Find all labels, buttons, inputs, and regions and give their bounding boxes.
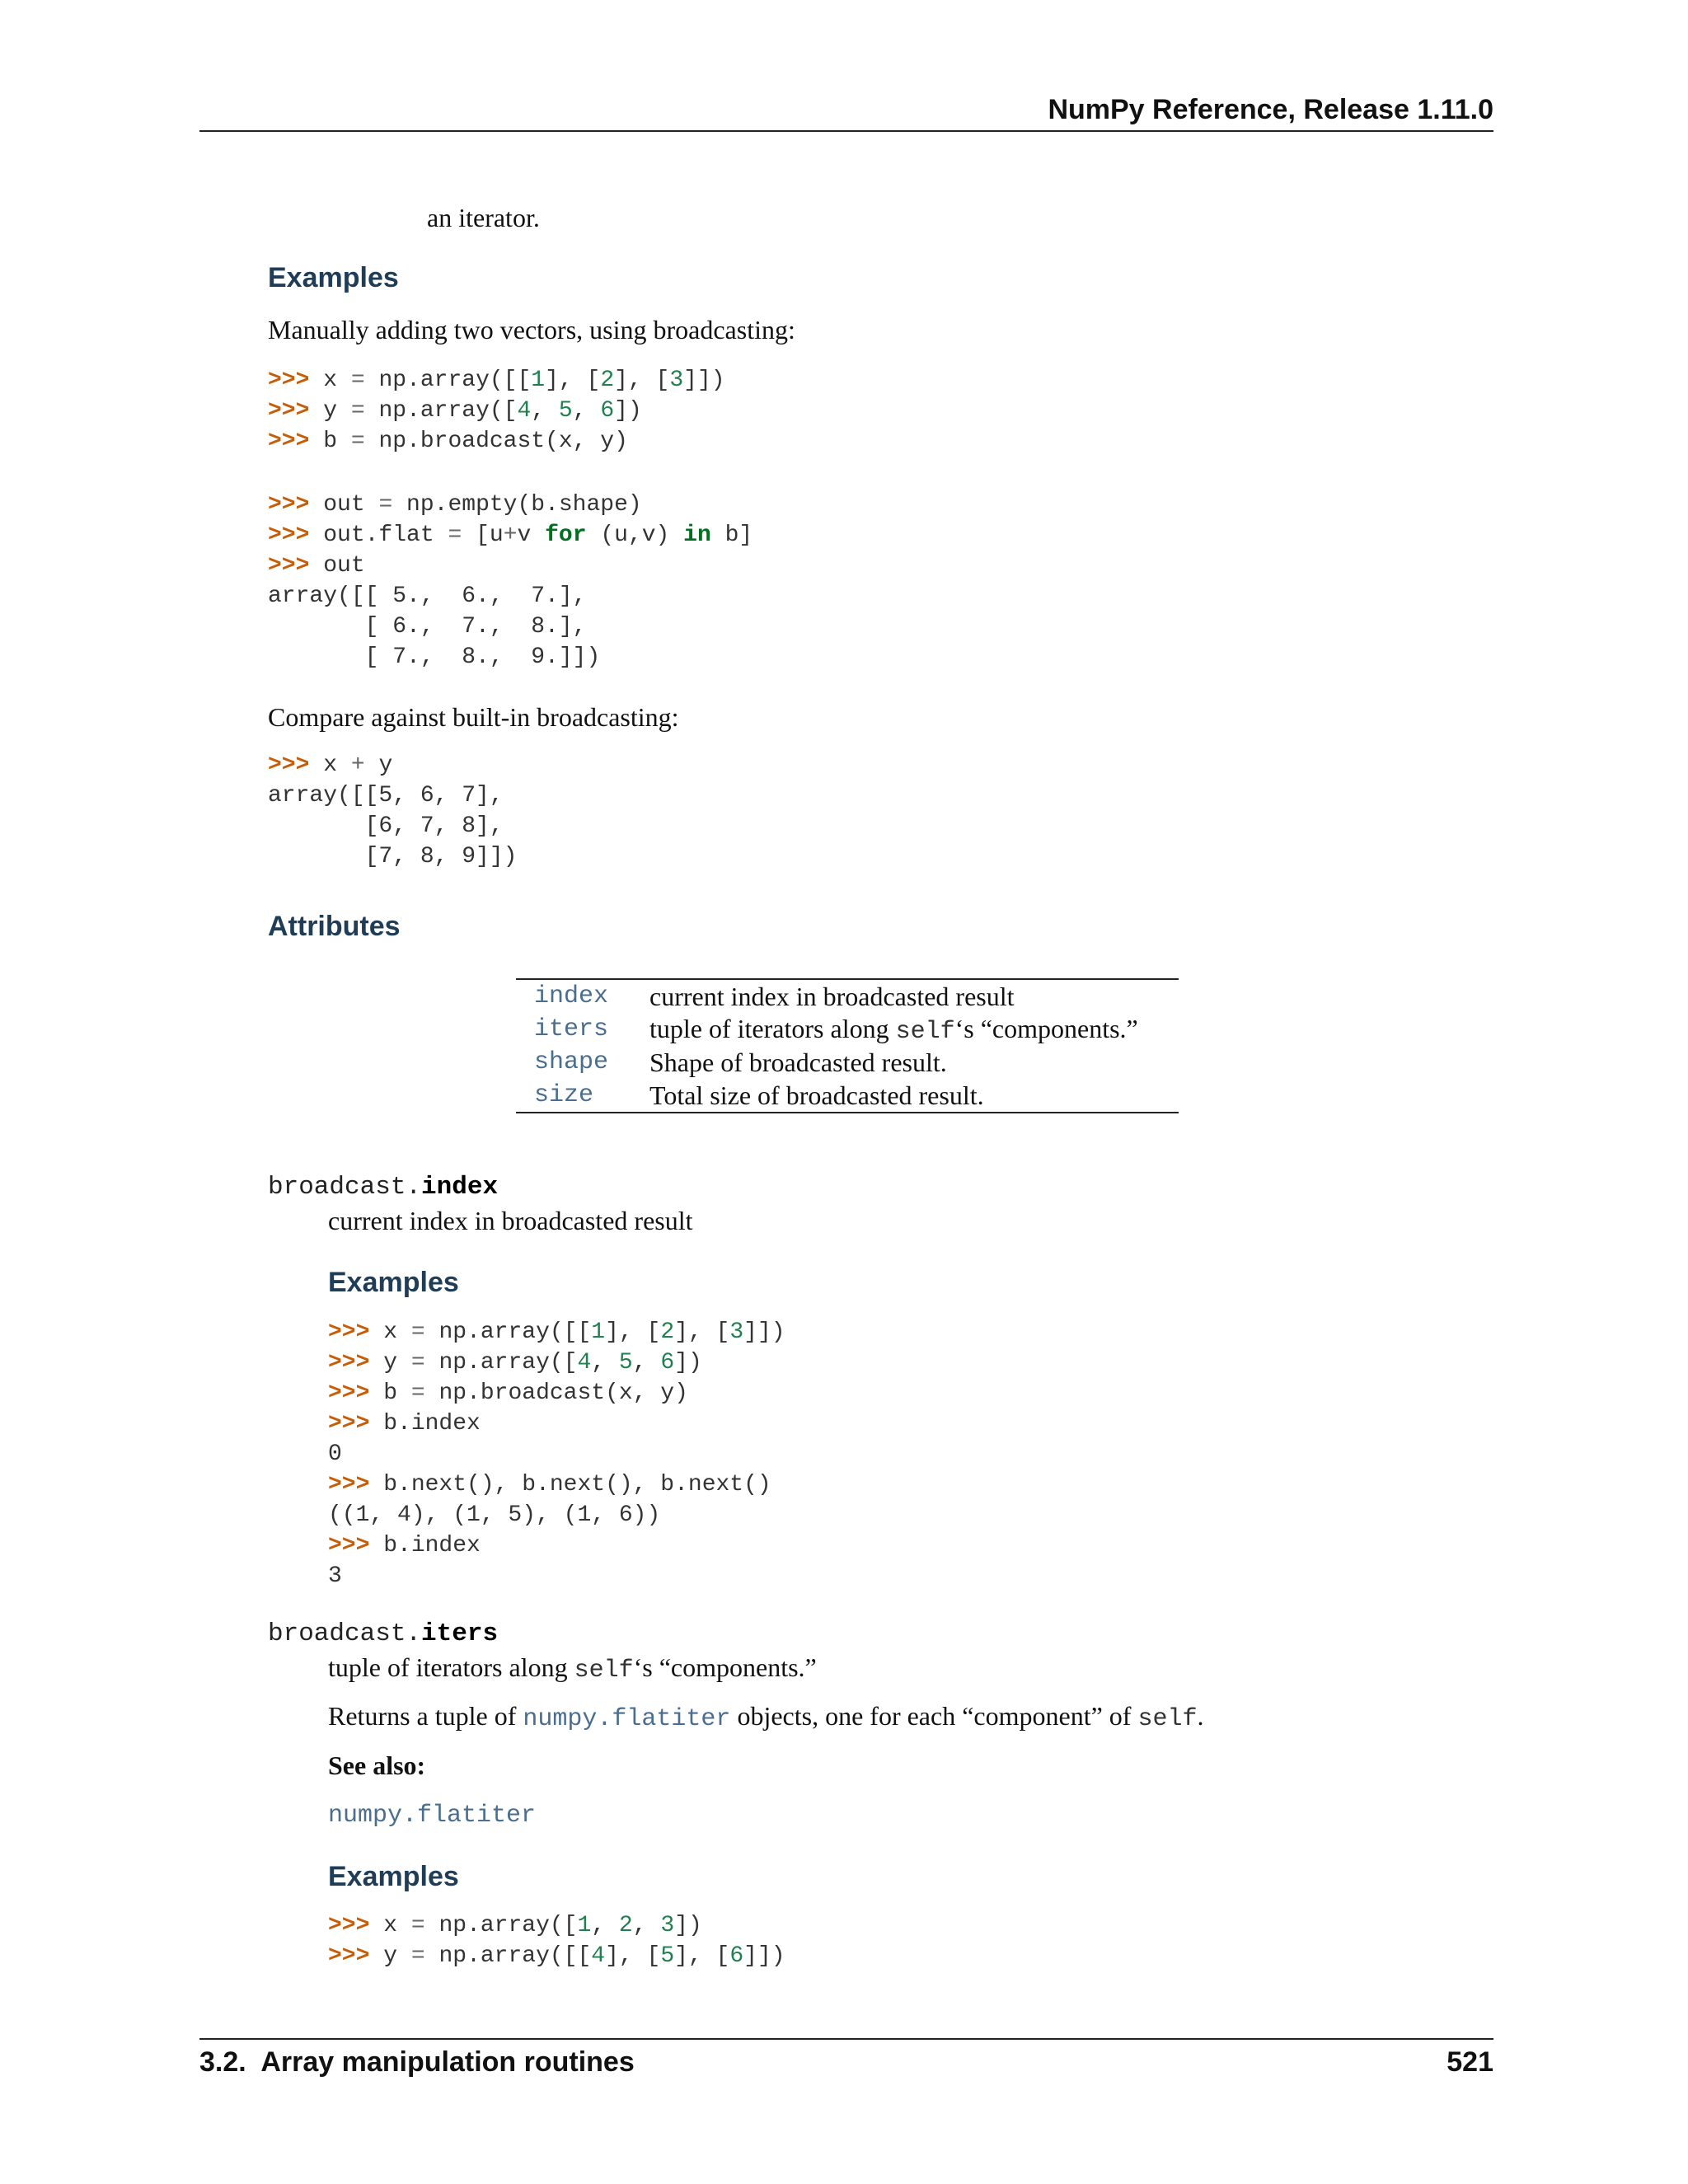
code-token: [u: [462, 523, 504, 548]
attr-shape-link[interactable]: shape: [534, 1048, 609, 1076]
code-token: 0: [328, 1441, 342, 1467]
operator-token: =: [410, 1943, 425, 1969]
sig-name: index: [421, 1173, 499, 1202]
code-token: ,: [632, 1913, 661, 1938]
prompt-token: >>>: [328, 1350, 370, 1376]
attr-iters-desc-pre: tuple of iterators along: [649, 1013, 896, 1043]
prompt-token: >>>: [328, 1913, 370, 1938]
code-block-broadcast-setup: [268, 365, 725, 457]
code-token: np.array([[: [424, 1319, 592, 1345]
prompt-token: >>>: [268, 523, 310, 548]
operator-token: +: [350, 752, 365, 778]
operator-token: =: [350, 429, 365, 454]
code-line: [268, 581, 753, 612]
see-also-flatiter-link[interactable]: numpy.flatiter: [328, 1802, 537, 1830]
attr-iters-link[interactable]: iters: [534, 1015, 609, 1043]
numpy-flatiter-link[interactable]: numpy.flatiter: [523, 1705, 731, 1733]
code-token: y: [309, 398, 351, 424]
table-row: [516, 1079, 1179, 1113]
code-token: ]): [614, 398, 642, 424]
code-token: ], [: [545, 368, 601, 393]
number-token: 1: [577, 1913, 592, 1938]
prompt-token: >>>: [268, 398, 310, 424]
code-line: [268, 365, 725, 396]
code-block-builtin-add: [268, 750, 517, 872]
code-token: y: [369, 1350, 411, 1376]
code-token: np.array([[: [424, 1943, 592, 1969]
operator-token: =: [448, 523, 462, 548]
attr-iters-desc-post: ‘s “components.”: [954, 1013, 1138, 1043]
examples-heading: Examples: [268, 262, 399, 293]
code-token: ], [: [674, 1943, 730, 1969]
code-token: np.array([: [364, 398, 518, 424]
number-token: 1: [591, 1319, 606, 1345]
prompt-token: >>>: [268, 492, 310, 518]
code-token: np.broadcast(x, y): [424, 1380, 688, 1406]
code-token: out: [309, 553, 365, 579]
code-token: (u,v): [586, 523, 684, 548]
number-token: 5: [618, 1350, 633, 1376]
code-token: np.broadcast(x, y): [364, 429, 628, 454]
code-line: [268, 780, 517, 811]
table-row: [516, 1046, 1179, 1079]
code-token: b: [369, 1380, 411, 1406]
attr-iters-desc: [649, 1013, 1179, 1046]
prompt-token: >>>: [328, 1533, 370, 1558]
code-line: [268, 520, 753, 551]
number-token: 3: [660, 1913, 675, 1938]
code-token: y: [364, 752, 393, 778]
prompt-token: >>>: [268, 553, 310, 579]
code-line: [268, 841, 517, 872]
broadcast-iters-description: [328, 1651, 817, 1687]
code-token: array([[ 5., 6., 7.],: [268, 583, 587, 609]
code-token: x: [309, 752, 351, 778]
operator-token: =: [410, 1380, 425, 1406]
code-token: np.array([[: [364, 368, 532, 393]
number-token: 4: [577, 1350, 592, 1376]
see-also-label: See also:: [328, 1750, 426, 1780]
code-token: x: [369, 1913, 411, 1938]
iters-desc-post: ‘s “components.”: [633, 1652, 817, 1682]
code-token: out: [309, 492, 379, 518]
running-footer: [199, 2044, 1493, 2080]
code-line: [268, 396, 725, 426]
code-token: b.index: [369, 1411, 481, 1436]
code-token: [7, 8, 9]]): [268, 844, 518, 869]
code-line: [268, 811, 517, 841]
code-line: [328, 1561, 785, 1591]
operator-token: =: [350, 398, 365, 424]
code-block-index-example: [328, 1317, 785, 1591]
index-examples-heading: Examples: [328, 1267, 459, 1298]
code-token: v: [517, 523, 546, 548]
table-row: [516, 979, 1179, 1013]
code-token: [6, 7, 8],: [268, 813, 504, 839]
code-token: np.array([: [424, 1913, 578, 1938]
attributes-table: [516, 978, 1179, 1113]
operator-token: =: [378, 492, 393, 518]
code-token: [ 6., 7., 8.],: [268, 614, 587, 640]
prompt-token: >>>: [268, 368, 310, 393]
number-token: 5: [660, 1943, 675, 1969]
code-token: ]]): [683, 368, 725, 393]
code-token: ,: [632, 1350, 661, 1376]
code-line: [268, 642, 753, 673]
broadcast-index-signature: [268, 1171, 498, 1204]
attr-size-link[interactable]: size: [534, 1081, 594, 1109]
code-line: [268, 551, 753, 581]
code-line: [328, 1469, 785, 1500]
code-token: ], [: [614, 368, 670, 393]
iters-desc-pre: tuple of iterators along: [328, 1652, 574, 1682]
self-code: self: [1137, 1705, 1198, 1733]
code-line: [328, 1439, 785, 1469]
code-line: [268, 426, 725, 457]
footer-section-title: 3.2. Array manipulation routines: [199, 2046, 635, 2078]
keyword-token: for: [545, 523, 587, 548]
number-token: 6: [660, 1350, 675, 1376]
self-code: self: [574, 1657, 634, 1685]
attr-shape-desc: Shape of broadcasted result.: [649, 1047, 947, 1077]
code-block-iters-example: [328, 1910, 785, 1971]
number-token: 4: [591, 1943, 606, 1969]
self-code: self: [895, 1017, 955, 1046]
code-token: x: [309, 368, 351, 393]
broadcast-index-description: current index in broadcasted result: [328, 1206, 693, 1235]
number-token: 4: [517, 398, 532, 424]
table-row: [516, 1013, 1179, 1046]
intro-continuation: an iterator.: [427, 203, 540, 232]
attr-index-link[interactable]: index: [534, 982, 609, 1010]
code-line: [268, 612, 753, 642]
code-line: [268, 490, 753, 520]
prompt-token: >>>: [328, 1943, 370, 1969]
code-token: ((1, 4), (1, 5), (1, 6)): [328, 1502, 661, 1528]
operator-token: =: [410, 1319, 425, 1345]
code-token: ]]): [743, 1943, 785, 1969]
sig-name: iters: [421, 1619, 499, 1648]
prompt-token: >>>: [328, 1411, 370, 1436]
page-number: 521: [1447, 2046, 1493, 2078]
code-token: ,: [531, 398, 559, 424]
code-token: out.flat: [309, 523, 448, 548]
number-token: 3: [669, 368, 684, 393]
returns-post: .: [1197, 1701, 1204, 1731]
operator-token: =: [410, 1913, 425, 1938]
code-token: np.empty(b.shape): [392, 492, 642, 518]
code-token: ]]): [743, 1319, 785, 1345]
operator-token: =: [350, 368, 365, 393]
iters-examples-heading: Examples: [328, 1861, 459, 1892]
number-token: 3: [729, 1319, 744, 1345]
sig-prefix: broadcast.: [268, 1173, 422, 1202]
attr-index-desc: current index in broadcasted result: [649, 981, 1015, 1011]
running-header: NumPy Reference, Release 1.11.0: [1048, 94, 1493, 125]
code-token: ,: [591, 1350, 619, 1376]
code-line: [268, 750, 517, 780]
number-token: 6: [600, 398, 615, 424]
code-token: ,: [591, 1913, 619, 1938]
keyword-token: in: [683, 523, 711, 548]
prompt-token: >>>: [328, 1472, 370, 1497]
code-line: [328, 1408, 785, 1439]
prompt-token: >>>: [268, 752, 310, 778]
code-token: ,: [572, 398, 601, 424]
examples-intro: Manually adding two vectors, using broadcasting:: [268, 315, 795, 344]
prompt-token: >>>: [268, 429, 310, 454]
number-token: 5: [558, 398, 573, 424]
code-token: b.index: [369, 1533, 481, 1558]
broadcast-iters-signature: [268, 1618, 498, 1651]
compare-text: Compare against built-in broadcasting:: [268, 702, 679, 732]
code-token: ], [: [605, 1319, 661, 1345]
code-token: [ 7., 8., 9.]]): [268, 644, 601, 670]
code-token: b: [309, 429, 351, 454]
operator-token: =: [410, 1350, 425, 1376]
code-token: b.next(), b.next(), b.next(): [369, 1472, 771, 1497]
code-line: [328, 1910, 785, 1941]
number-token: 2: [618, 1913, 633, 1938]
code-token: ], [: [605, 1943, 661, 1969]
header-rule: [199, 130, 1493, 132]
code-token: ]): [674, 1913, 702, 1938]
code-token: 3: [328, 1563, 342, 1589]
returns-pre: Returns a tuple of: [328, 1701, 523, 1731]
operator-token: +: [503, 523, 518, 548]
code-line: [328, 1500, 785, 1530]
code-line: [328, 1941, 785, 1971]
footer-rule: [199, 2038, 1493, 2040]
prompt-token: >>>: [328, 1319, 370, 1345]
prompt-token: >>>: [328, 1380, 370, 1406]
code-line: [328, 1378, 785, 1408]
sig-prefix: broadcast.: [268, 1619, 422, 1648]
code-token: np.array([: [424, 1350, 578, 1376]
number-token: 6: [729, 1943, 744, 1969]
number-token: 2: [660, 1319, 675, 1345]
number-token: 2: [600, 368, 615, 393]
code-token: ], [: [674, 1319, 730, 1345]
returns-mid: objects, one for each “component” of: [730, 1701, 1138, 1731]
code-token: y: [369, 1943, 411, 1969]
attr-size-desc: Total size of broadcasted result.: [649, 1080, 984, 1110]
code-line: [328, 1530, 785, 1561]
number-token: 1: [531, 368, 546, 393]
code-line: [328, 1347, 785, 1378]
code-block-manual-add: [268, 490, 753, 673]
code-token: ]): [674, 1350, 702, 1376]
attributes-heading: Attributes: [268, 911, 401, 942]
iters-returns-text: [328, 1699, 1203, 1736]
code-line: [328, 1317, 785, 1347]
code-token: x: [369, 1319, 411, 1345]
code-token: b]: [710, 523, 753, 548]
code-token: array([[5, 6, 7],: [268, 783, 504, 808]
